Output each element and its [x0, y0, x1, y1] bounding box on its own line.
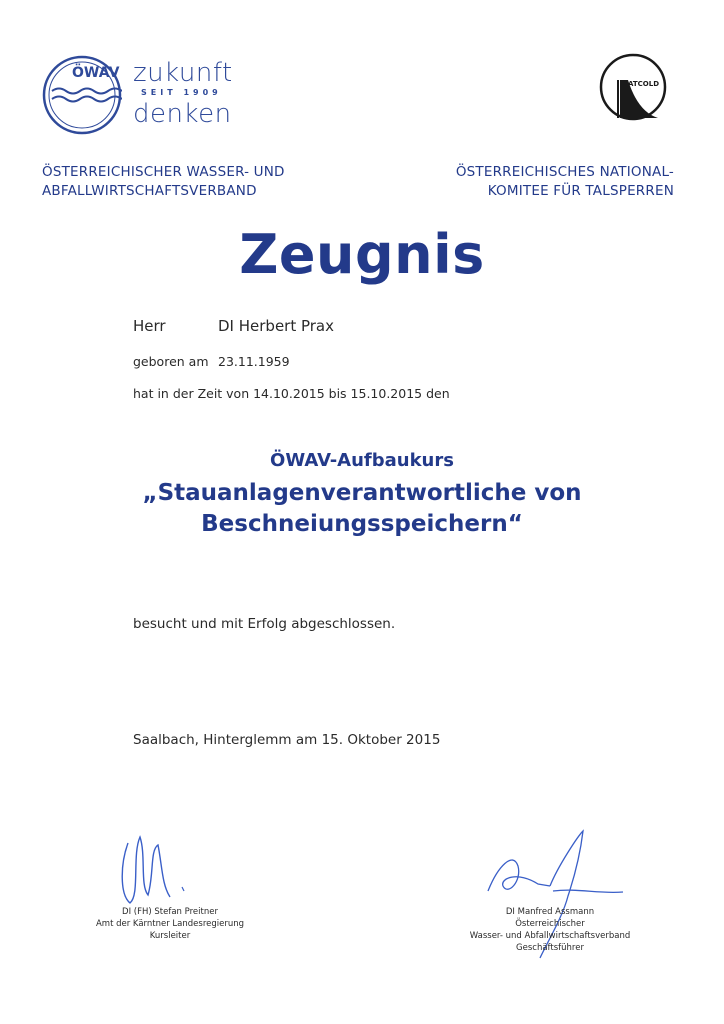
course-type: ÖWAV-Aufbaukurs [270, 450, 454, 471]
atcold-dam-logo-icon [598, 52, 668, 132]
born-date: 23.11.1959 [218, 354, 290, 369]
sig-right-role: Geschäftsführer [516, 943, 584, 953]
org-left-line-1: ÖSTERREICHISCHER WASSER- UND [42, 164, 285, 180]
course-title [0, 478, 724, 540]
recipient-name: DI Herbert Prax [218, 317, 335, 335]
place-and-date: Saalbach, Hinterglemm am 15. Oktober 2015 [133, 732, 441, 748]
completion-statement: besucht und mit Erfolg abgeschlossen. [133, 616, 396, 632]
course-title-line-1: „Stauanlagenverantwortliche von [142, 480, 582, 506]
signature-right-caption [445, 906, 655, 954]
certificate-title: Zeugnis [239, 223, 485, 286]
sig-right-name: DI Manfred Assmann [505, 907, 595, 917]
sig-right-org-2: Wasser- und Abfallwirtschaftsverband [469, 931, 631, 941]
org-left-line-2: ABFALLWIRTSCHAFTSVERBAND [42, 183, 257, 199]
sig-left-org: Amt der Kärntner Landesregierung [95, 919, 245, 929]
sig-right-org-1: Österreichischer [515, 919, 585, 929]
owav-logo-letters [42, 55, 122, 135]
salutation: Herr [133, 317, 166, 335]
course-title-line-2: Beschneiungsspeichern“ [201, 511, 523, 537]
org-right-line-1: ÖSTERREICHISCHES NATIONAL- [455, 164, 674, 180]
atcold-logo-text: ATCOLD [628, 80, 660, 88]
owav-tagline [133, 60, 243, 127]
signature-left-caption [70, 906, 270, 942]
org-left [42, 163, 285, 201]
born-label: geboren am [133, 354, 209, 369]
signature-left [110, 825, 200, 915]
tagline-top: zukunft [133, 58, 233, 88]
tagline-since: SEIT 1909 [141, 88, 222, 97]
sig-left-name: DI (FH) Stefan Preitner [122, 907, 218, 917]
org-right [456, 163, 674, 201]
owav-letters: ÖWAV [72, 65, 120, 81]
sig-left-role: Kursleiter [149, 931, 191, 941]
tagline-bottom: denken [133, 99, 232, 129]
course-period: hat in der Zeit von 14.10.2015 bis 15.10.2015 den [133, 386, 450, 401]
org-right-line-2: KOMITEE FÜR TALSPERREN [487, 183, 674, 199]
